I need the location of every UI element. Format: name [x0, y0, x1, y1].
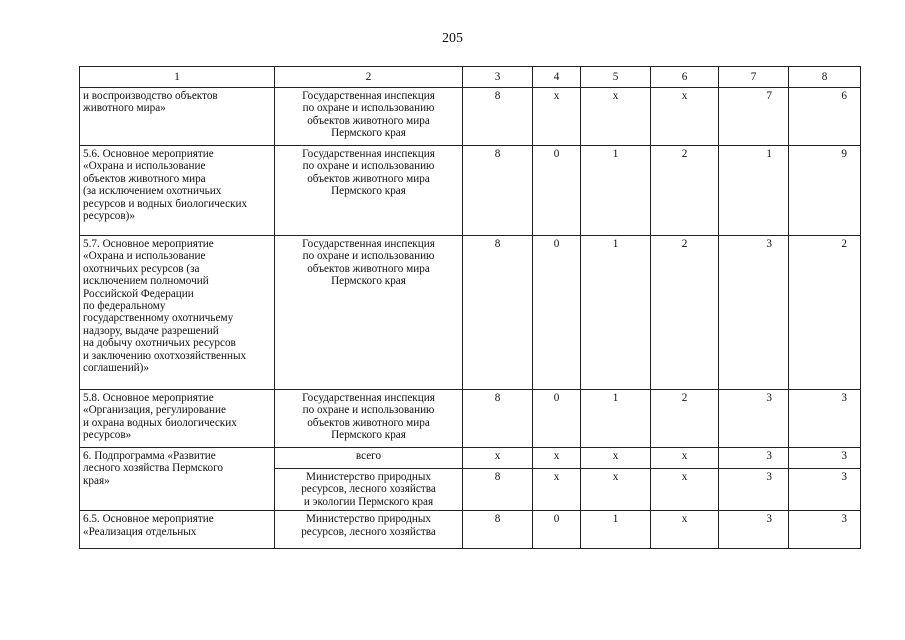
- target-article-cell-line: x: [612, 471, 619, 483]
- admin-code-cell-line: 8: [494, 513, 501, 526]
- actual-amount-cell-line: 6: [841, 90, 847, 102]
- executor-cell-line: Государственная инспекция: [302, 238, 435, 250]
- col-header-8: 8: [789, 67, 861, 88]
- expense-type-cell-line: 2: [681, 148, 688, 160]
- table-row: [80, 448, 861, 469]
- executor-cell-line: объектов животного мира: [307, 172, 430, 185]
- planned-amount-cell-line: 1: [766, 148, 772, 160]
- admin-code-cell-line: 8: [494, 90, 501, 102]
- executor-cell-line: по охране и использованию: [302, 160, 435, 173]
- executor-cell: [275, 511, 463, 549]
- actual-amount-cell: [789, 511, 861, 549]
- actual-amount-cell: [789, 146, 861, 236]
- executor-cell-line: по охране и использованию: [302, 250, 435, 263]
- target-article-cell: [581, 448, 651, 469]
- executor-cell: [275, 448, 463, 469]
- measure-name-cell-line: 5.6. Основное мероприятие: [83, 148, 214, 160]
- expense-type-cell-line: x: [681, 90, 688, 102]
- executor-cell-line: и экологии Пермского края: [303, 495, 434, 508]
- target-article-cell-line: x: [612, 450, 619, 462]
- header-row: [80, 67, 861, 88]
- planned-amount-cell-line: 3: [766, 471, 772, 483]
- executor-cell-line: Государственная инспекция: [302, 90, 435, 102]
- measure-name-cell-line: государственному охотничьему: [83, 312, 234, 325]
- measure-name-cell-line: «Охрана и использование: [83, 160, 206, 173]
- admin-code-cell: [463, 511, 533, 549]
- admin-code-cell-line: x: [494, 450, 501, 462]
- measure-name-cell-line: лесного хозяйства Пермского: [83, 462, 224, 475]
- executor-cell: [275, 88, 463, 146]
- col-header-7: 7: [719, 67, 789, 88]
- target-article-cell: [581, 88, 651, 146]
- expense-type-cell: [651, 88, 719, 146]
- planned-amount-cell-line: 3: [766, 392, 772, 404]
- measure-name-cell-line: животного мира»: [83, 102, 166, 115]
- measure-name-cell-line: по федеральному: [83, 300, 166, 313]
- admin-code-cell: [463, 390, 533, 448]
- planned-amount-cell: [719, 146, 789, 236]
- actual-amount-cell-line: 3: [841, 392, 847, 404]
- target-article-cell: [581, 146, 651, 236]
- measure-name-cell-line: 6. Подпрограмма «Развитие: [83, 450, 216, 462]
- executor-cell-line: Государственная инспекция: [302, 148, 435, 160]
- actual-amount-cell: [789, 390, 861, 448]
- measure-name-cell-line: объектов животного мира: [83, 172, 206, 185]
- page-number: 205: [442, 31, 463, 46]
- planned-amount-cell: [719, 390, 789, 448]
- table-row: [80, 511, 861, 549]
- executor-cell-line: по охране и использованию: [302, 102, 435, 115]
- admin-code-cell: [463, 88, 533, 146]
- expense-type-cell: [651, 236, 719, 390]
- actual-amount-cell-line: 2: [841, 238, 847, 250]
- section-code-cell-line: x: [553, 90, 560, 102]
- planned-amount-cell: [719, 236, 789, 390]
- target-article-cell-line: 1: [612, 513, 619, 526]
- actual-amount-cell: [789, 448, 861, 469]
- measure-name-cell: [80, 448, 275, 511]
- admin-code-cell: [463, 236, 533, 390]
- admin-code-cell-line: 8: [494, 471, 501, 483]
- section-code-cell: [533, 511, 581, 549]
- measure-name-cell-line: Российской Федерации: [83, 287, 194, 300]
- target-article-cell-line: 1: [612, 148, 619, 160]
- measure-name-cell-line: ресурсов)»: [83, 210, 136, 223]
- measure-name-cell-line: и заключению охотхозяйственных: [83, 349, 247, 362]
- table-row: [80, 390, 861, 448]
- col-header-2: 2: [275, 67, 463, 88]
- measure-name-cell-line: ресурсов и водных биологических: [83, 197, 248, 210]
- expense-type-cell: [651, 448, 719, 469]
- measure-name-cell-line: (за исключением охотничьих: [83, 185, 222, 198]
- executor-cell-line: Пермского края: [331, 185, 406, 198]
- executor-cell: [275, 146, 463, 236]
- executor-cell-line: Пермского края: [331, 127, 406, 140]
- section-code-cell-line: x: [553, 471, 560, 483]
- admin-code-cell-line: 8: [494, 392, 501, 404]
- measure-name-cell-line: на добычу охотничьих ресурсов: [83, 337, 236, 350]
- measure-name-cell: [80, 236, 275, 390]
- section-code-cell-line: 0: [553, 238, 560, 250]
- planned-amount-cell-line: 3: [766, 450, 772, 462]
- section-code-cell-line: 0: [553, 392, 560, 404]
- executor-cell-line: объектов животного мира: [307, 114, 430, 127]
- section-code-cell: [533, 390, 581, 448]
- measure-name-cell-line: 5.7. Основное мероприятие: [83, 238, 214, 250]
- target-article-cell-line: 1: [612, 238, 619, 250]
- admin-code-cell: [463, 448, 533, 469]
- executor-cell-line: Пермского края: [331, 429, 406, 442]
- expense-type-cell-line: 2: [681, 238, 688, 250]
- executor-cell-line: объектов животного мира: [307, 262, 430, 275]
- section-code-cell: [533, 88, 581, 146]
- measure-name-cell-line: 6.5. Основное мероприятие: [83, 513, 214, 526]
- section-code-cell: [533, 236, 581, 390]
- expense-type-cell: [651, 146, 719, 236]
- measure-name-cell-line: надзору, выдаче разрешений: [83, 324, 219, 337]
- expense-type-cell-line: x: [681, 513, 688, 526]
- executor-cell-line: Пермского края: [331, 275, 406, 288]
- executor-cell: [275, 390, 463, 448]
- measure-name-cell-line: и воспроизводство объектов: [83, 90, 218, 102]
- measure-name-cell-line: края»: [83, 474, 110, 487]
- target-article-cell: [581, 390, 651, 448]
- col-header-5: 5: [581, 67, 651, 88]
- executor-cell-line: Государственная инспекция: [302, 392, 435, 404]
- planned-amount-cell: [719, 88, 789, 146]
- col-header-1: 1: [80, 67, 275, 88]
- measure-name-cell-line: «Охрана и использование: [83, 250, 206, 263]
- budget-table: [79, 66, 861, 549]
- col-header-4: 4: [533, 67, 581, 88]
- measure-name-cell: [80, 390, 275, 448]
- col-header-6: 6: [651, 67, 719, 88]
- actual-amount-cell: [789, 88, 861, 146]
- measure-name-cell-line: и охрана водных биологических: [83, 416, 237, 429]
- executor-cell-line: по охране и использованию: [302, 404, 435, 417]
- executor-cell-line: Министерство природных: [306, 513, 431, 526]
- measure-name-cell-line: «Реализация отдельных: [83, 525, 197, 538]
- actual-amount-cell-line: 3: [841, 513, 847, 526]
- planned-amount-cell-line: 3: [766, 513, 772, 526]
- executor-cell: [275, 469, 463, 511]
- measure-name-cell-line: ресурсов»: [83, 429, 132, 442]
- table-row: [80, 88, 861, 146]
- executor-cell-line: Министерство природных: [306, 471, 431, 483]
- section-code-cell: [533, 448, 581, 469]
- target-article-cell: [581, 469, 651, 511]
- expense-type-cell: [651, 390, 719, 448]
- executor-cell: [275, 236, 463, 390]
- expense-type-cell-line: x: [681, 450, 688, 462]
- measure-name-cell: [80, 511, 275, 549]
- measure-name-cell-line: 5.8. Основное мероприятие: [83, 392, 214, 404]
- measure-name-cell-line: соглашений)»: [83, 362, 149, 375]
- actual-amount-cell-line: 3: [841, 471, 847, 483]
- planned-amount-cell: [719, 511, 789, 549]
- measure-name-cell-line: «Организация, регулирование: [83, 404, 226, 417]
- executor-cell-line: ресурсов, лесного хозяйства: [301, 483, 436, 496]
- section-code-cell-line: 0: [553, 513, 560, 526]
- target-article-cell: [581, 511, 651, 549]
- measure-name-cell-line: охотничьих ресурсов (за: [83, 262, 200, 275]
- col-header-3: 3: [463, 67, 533, 88]
- planned-amount-cell-line: 3: [766, 238, 772, 250]
- admin-code-cell-line: 8: [494, 148, 501, 160]
- table-row: [80, 236, 861, 390]
- admin-code-cell: [463, 469, 533, 511]
- expense-type-cell: [651, 511, 719, 549]
- measure-name-cell-line: исключением полномочий: [83, 275, 209, 288]
- expense-type-cell: [651, 469, 719, 511]
- expense-type-cell-line: 2: [681, 392, 688, 404]
- target-article-cell: [581, 236, 651, 390]
- measure-name-cell: [80, 88, 275, 146]
- target-article-cell-line: x: [612, 90, 619, 102]
- planned-amount-cell: [719, 448, 789, 469]
- actual-amount-cell: [789, 469, 861, 511]
- actual-amount-cell-line: 3: [841, 450, 847, 462]
- planned-amount-cell-line: 7: [766, 90, 772, 102]
- actual-amount-cell-line: 9: [841, 148, 847, 160]
- section-code-cell-line: 0: [553, 148, 560, 160]
- admin-code-cell-line: 8: [494, 238, 501, 250]
- section-code-cell-line: x: [553, 450, 560, 462]
- expense-type-cell-line: x: [681, 471, 688, 483]
- executor-cell-line: объектов животного мира: [307, 416, 430, 429]
- section-code-cell: [533, 146, 581, 236]
- table-row: [80, 146, 861, 236]
- section-code-cell: [533, 469, 581, 511]
- planned-amount-cell: [719, 469, 789, 511]
- executor-cell-line: всего: [355, 450, 382, 462]
- executor-cell-line: ресурсов, лесного хозяйства: [301, 525, 436, 538]
- target-article-cell-line: 1: [612, 392, 619, 404]
- admin-code-cell: [463, 146, 533, 236]
- actual-amount-cell: [789, 236, 861, 390]
- measure-name-cell: [80, 146, 275, 236]
